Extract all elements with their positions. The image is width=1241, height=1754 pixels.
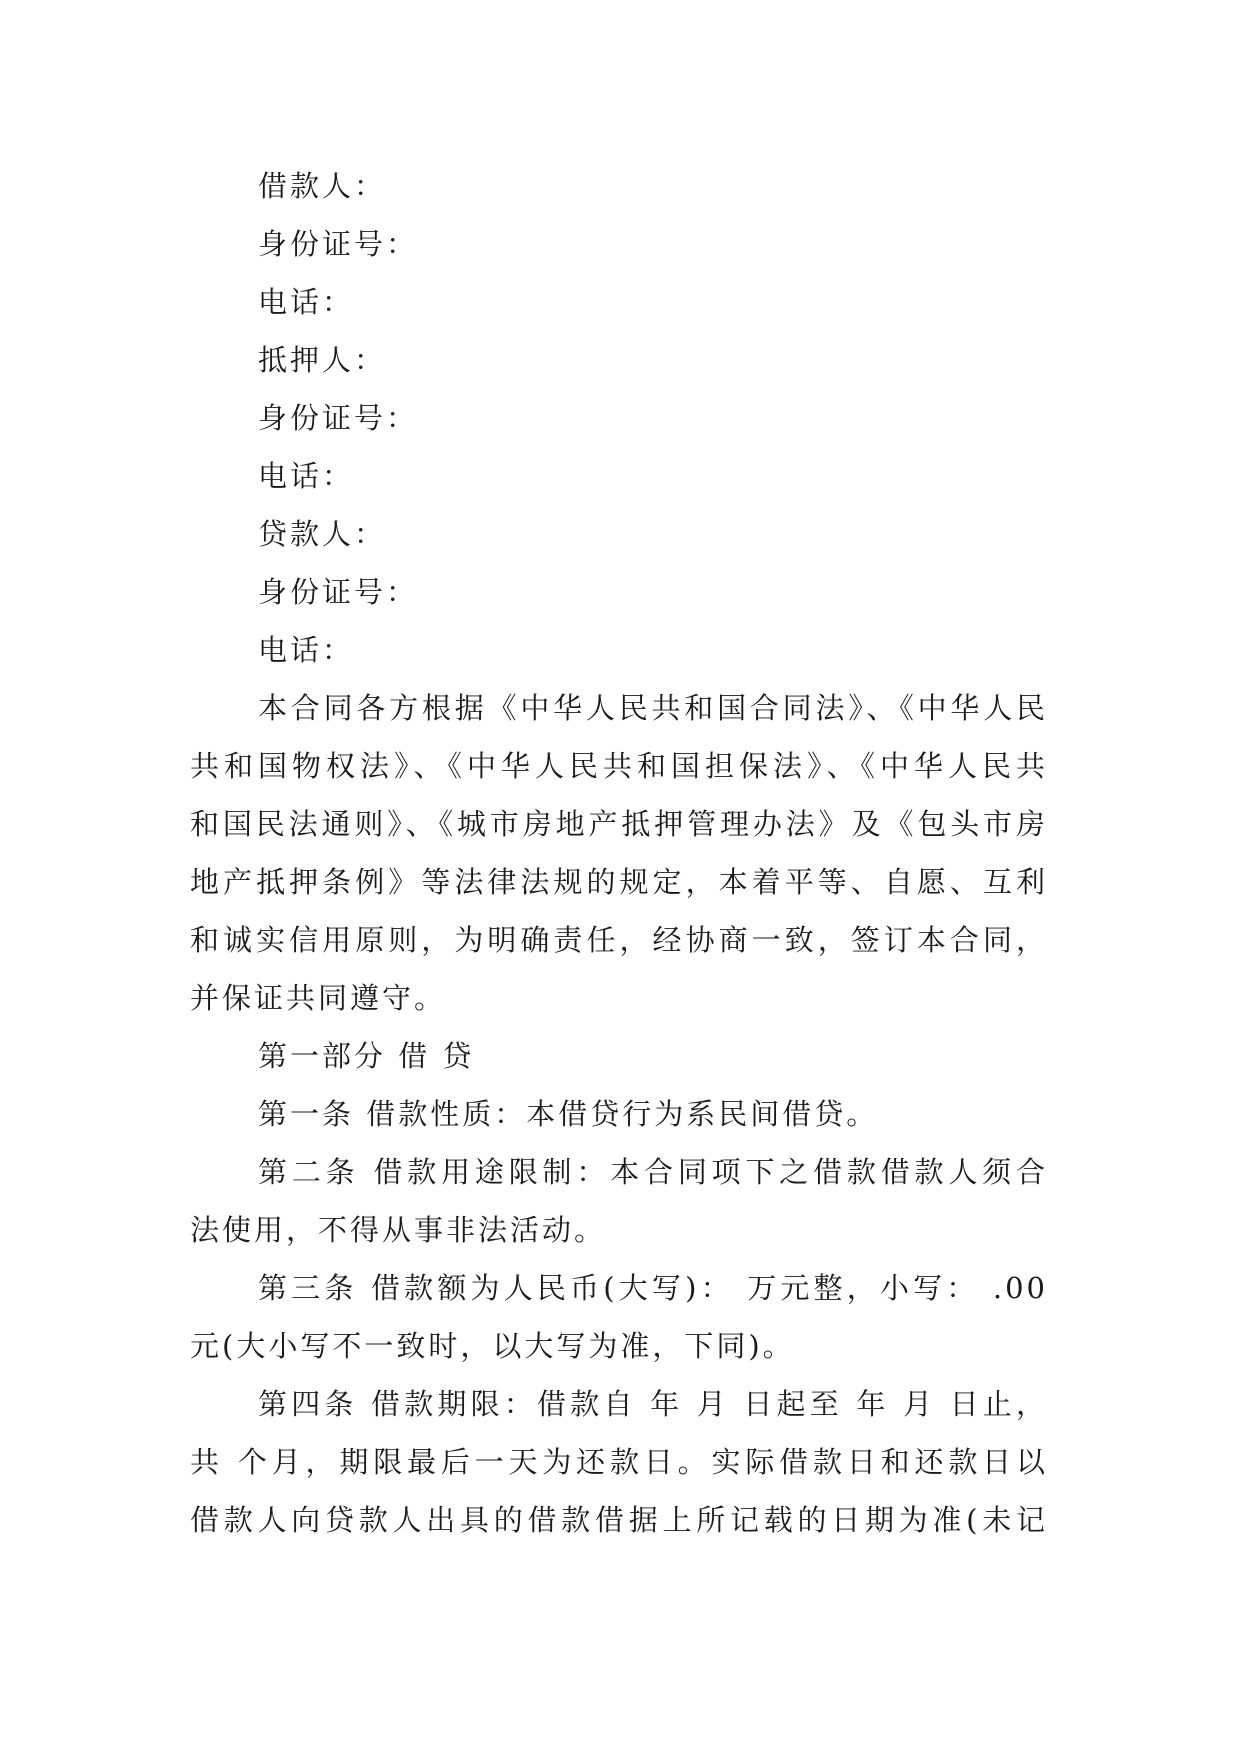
contract-page — [190, 157, 1048, 1549]
borrower-label: 借款人： — [258, 169, 387, 203]
article-line: 第一条 借款性质：本借贷行为系民间借贷。 — [258, 1097, 879, 1131]
article-4 — [190, 1375, 1048, 1549]
article-line: 第二条 借款用途限制：本合同项下之借款借款人须合 — [258, 1155, 1048, 1189]
lender-phone-label: 电话： — [258, 633, 355, 667]
lender-label: 贷款人： — [258, 517, 387, 551]
borrower-id-label: 身份证号： — [258, 227, 419, 261]
article-line: 共 个月，期限最后一天为还款日。实际借款日和还款日以 — [190, 1445, 1048, 1479]
article-line: 借款人向贷款人出具的借款借据上所记载的日期为准(未记 — [190, 1503, 1048, 1537]
preamble-line: 本合同各方根据《中华人民共和国合同法》、《中华人民 — [258, 691, 1048, 725]
mortgagor-id-label: 身份证号： — [258, 401, 419, 435]
lender-id-label: 身份证号： — [258, 575, 419, 609]
mortgagor-phone-label: 电话： — [258, 459, 355, 493]
article-line: 法使用，不得从事非法活动。 — [190, 1213, 607, 1247]
preamble-paragraph — [190, 679, 1048, 1027]
mortgagor-label: 抵押人： — [258, 343, 387, 377]
article-2 — [190, 1143, 1048, 1259]
preamble-line: 并保证共同遵守。 — [190, 981, 447, 1015]
preamble-line: 共和国物权法》、《中华人民共和国担保法》、《中华人民共 — [190, 749, 1048, 783]
article-line: 元(大小写不一致时，以大写为准，下同)。 — [190, 1329, 795, 1363]
article-line: 第三条 借款额为人民币(大写)： 万元整，小写： .00 — [258, 1271, 1048, 1305]
borrower-phone-label: 电话： — [258, 285, 355, 319]
article-3 — [190, 1259, 1048, 1375]
preamble-line: 地产抵押条例》等法律法规的规定，本着平等、自愿、互利 — [190, 865, 1048, 899]
preamble-line: 和诚实信用原则，为明确责任，经协商一致，签订本合同， — [190, 923, 1048, 957]
article-1 — [190, 1085, 1048, 1143]
article-line: 第四条 借款期限：借款自 年 月 日起至 年 月 日止， — [258, 1387, 1048, 1421]
part-one-heading: 第一部分 借 贷 — [258, 1039, 475, 1073]
preamble-line: 和国民法通则》、《城市房地产抵押管理办法》及《包头市房 — [190, 807, 1048, 841]
